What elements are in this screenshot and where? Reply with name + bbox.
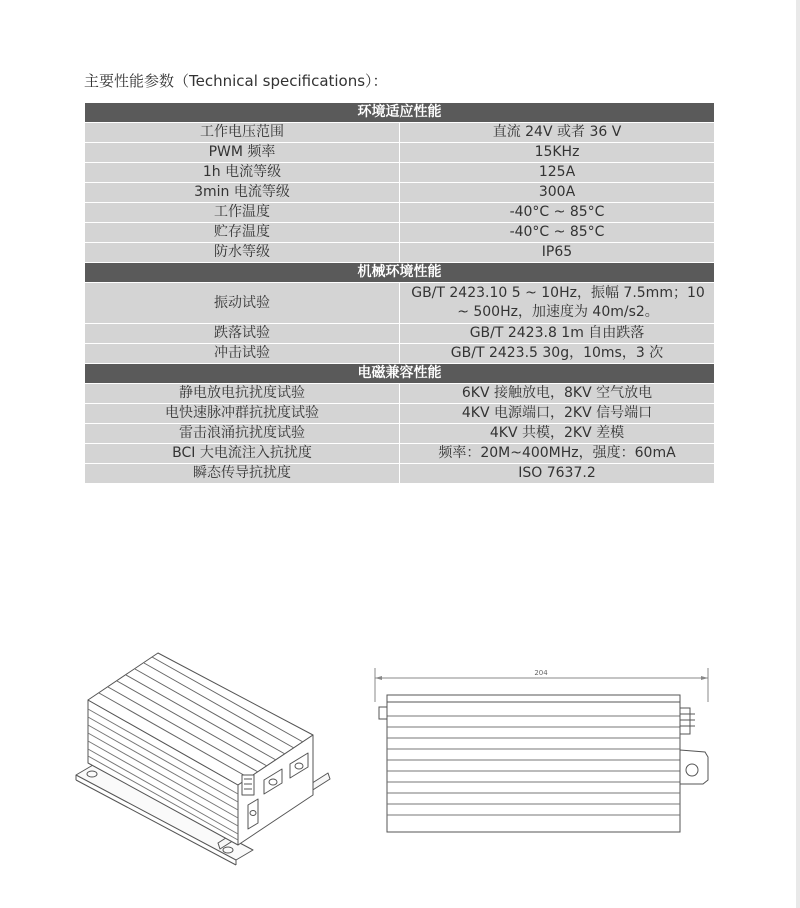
dimension-label: 204 [534, 669, 548, 677]
table-row [85, 464, 715, 484]
spec-table [84, 102, 715, 484]
param-value: 6KV 接触放电，8KV 空气放电 [400, 384, 715, 404]
param-value: 4KV 电源端口，2KV 信号端口 [400, 404, 715, 424]
param-value: 15KHz [400, 143, 715, 163]
table-row [85, 324, 715, 344]
param-name: BCI 大电流注入抗扰度 [85, 444, 400, 464]
param-name: 瞬态传导抗扰度 [85, 464, 400, 484]
controller-front-view-drawing [365, 662, 725, 842]
param-value: 直流 24V 或者 36 V [400, 123, 715, 143]
section-title: 机械环境性能 [85, 263, 715, 283]
param-value: 125A [400, 163, 715, 183]
table-row [85, 424, 715, 444]
param-value: 频率：20M~400MHz，强度：60mA [400, 444, 715, 464]
table-row [85, 203, 715, 223]
table-row [85, 223, 715, 243]
param-name: 防水等级 [85, 243, 400, 263]
spec-heading: 主要性能参数（Technical specifications）： [84, 72, 388, 90]
table-row [85, 404, 715, 424]
controller-isometric-drawing [68, 645, 338, 870]
param-name: 工作温度 [85, 203, 400, 223]
param-name: 冲击试验 [85, 344, 400, 364]
table-row [85, 243, 715, 263]
param-name: 3min 电流等级 [85, 183, 400, 203]
param-name: 雷击浪涌抗扰度试验 [85, 424, 400, 444]
table-row [85, 344, 715, 364]
param-value: -40°C ~ 85°C [400, 203, 715, 223]
table-row [85, 384, 715, 404]
param-value: -40°C ~ 85°C [400, 223, 715, 243]
table-row [85, 444, 715, 464]
section-title: 环境适应性能 [85, 103, 715, 123]
param-name: 电快速脉冲群抗扰度试验 [85, 404, 400, 424]
table-row [85, 123, 715, 143]
param-name: 1h 电流等级 [85, 163, 400, 183]
param-name: 工作电压范围 [85, 123, 400, 143]
param-value: ISO 7637.2 [400, 464, 715, 484]
table-row [85, 283, 715, 324]
section-header [85, 364, 715, 384]
table-row [85, 163, 715, 183]
param-name: 静电放电抗扰度试验 [85, 384, 400, 404]
page-edge [796, 0, 800, 908]
param-value: 300A [400, 183, 715, 203]
param-value: IP65 [400, 243, 715, 263]
table-row [85, 183, 715, 203]
param-value: GB/T 2423.8 1m 自由跌落 [400, 324, 715, 344]
section-title: 电磁兼容性能 [85, 364, 715, 384]
table-row [85, 143, 715, 163]
param-value: GB/T 2423.10 5 ~ 10Hz，振幅 7.5mm；10 ~ 500Hz，加速度为 40m/s2。 [400, 283, 715, 324]
section-header [85, 103, 715, 123]
param-name: PWM 频率 [85, 143, 400, 163]
param-name: 振动试验 [85, 283, 400, 324]
param-name: 贮存温度 [85, 223, 400, 243]
section-header [85, 263, 715, 283]
param-name: 跌落试验 [85, 324, 400, 344]
param-value: GB/T 2423.5 30g，10ms，3 次 [400, 344, 715, 364]
param-value: 4KV 共模，2KV 差模 [400, 424, 715, 444]
